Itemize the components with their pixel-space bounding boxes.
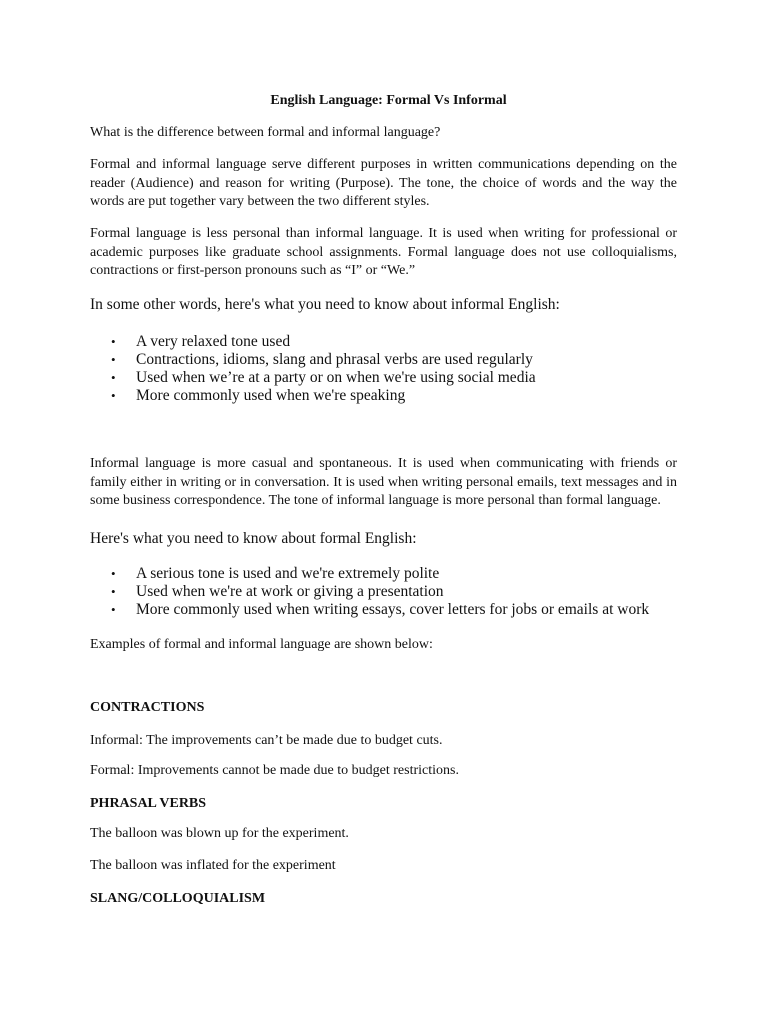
list-item: • Used when we’re at a party or on when we're using social media [111,369,536,386]
contractions-formal-example: Formal: Improvements cannot be made due to budget restrictions. [90,763,459,778]
list-item: • Used when we're at work or giving a presentation [111,583,444,600]
contractions-heading: CONTRACTIONS [90,700,205,715]
bullet-icon: • [111,602,116,617]
formal-bullet-list [90,565,690,619]
list-item: • A very relaxed tone used [111,333,291,350]
bullet-icon: • [111,584,116,599]
contractions-informal-example: Informal: The improvements can’t be made due to budget cuts. [90,733,443,748]
formal-description-paragraph: Formal language is less personal than informal language. It is used when writing for professional or academic purposes like graduate school assignments. Formal language does not use colloquialisms, contractions or first-person pronouns such as “I” or “We.” [90,226,677,278]
list-item: • More commonly used when writing essays, cover letters for jobs or emails at work [111,601,650,618]
informal-description-paragraph: Informal language is more casual and spontaneous. It is used when communicating with friends or family either in writing or in conversation. It is used when writing personal emails, text messages and in some business correspondence. The tone of informal language is more personal than formal language. [90,456,677,508]
informal-bullet-list [90,333,690,405]
document-title: English Language: Formal Vs Informal [270,93,507,108]
bullet-icon: • [111,334,116,349]
phrasal-verbs-formal-example: The balloon was inflated for the experiment [90,858,336,873]
phrasal-verbs-heading: PHRASAL VERBS [90,796,207,811]
list-item: • Contractions, idioms, slang and phrasal verbs are used regularly [111,351,533,368]
slang-colloquialism-heading: SLANG/COLLOQUIALISM [90,891,266,906]
bullet-icon: • [111,352,116,367]
bullet-icon: • [111,370,116,385]
bullet-icon: • [111,566,116,581]
bullet-icon: • [111,388,116,403]
list-item: • More commonly used when we're speaking [111,387,406,404]
question-text: What is the difference between formal and informal language? [90,125,441,140]
formal-intro-text: Here's what you need to know about formal English: [90,530,417,547]
intro-paragraph: Formal and informal language serve different purposes in written communications depending on the reader (Audience) and reason for writing (Purpose). The tone, the choice of words and the way the words are put together vary between the two different styles. [90,157,677,209]
examples-intro-text: Examples of formal and informal language are shown below: [90,637,433,652]
list-item: • A serious tone is used and we're extremely polite [111,565,440,582]
phrasal-verbs-informal-example: The balloon was blown up for the experiment. [90,826,349,841]
informal-intro-text: In some other words, here's what you need to know about informal English: [90,296,560,313]
